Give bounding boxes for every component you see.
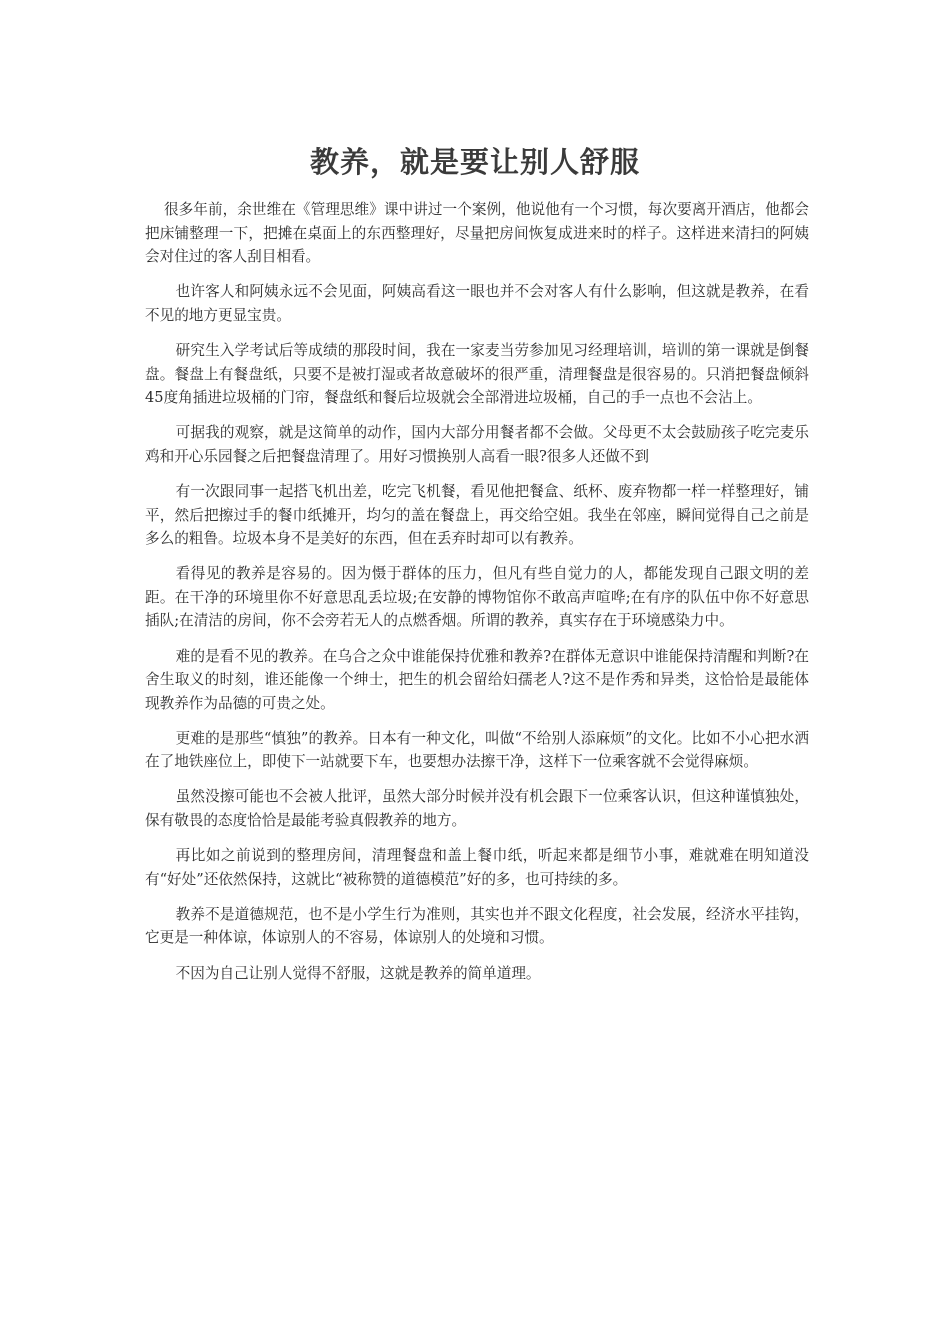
paragraph-10: 再比如之前说到的整理房间，清理餐盘和盖上餐巾纸，听起来都是细节小事，难就难在明知道没有“好处”还依然保持，这就比“被称赞的道德模范”好的多，也可持续的多。 xyxy=(145,847,809,888)
paragraph-3: 研究生入学考试后等成绩的那段时间，我在一家麦当劳参加见习经理培训，培训的第一课就是倒餐盘。餐盘上有餐盘纸，只要不是被打湿或者故意破坏的很严重，清理餐盘是很容易的。只消把餐盘倾斜45度角插进垃圾桶的门帘，餐盘纸和餐后垃圾就会全部滑进垃圾桶，自己的手一点也不会沾上。 xyxy=(145,341,809,407)
paragraph-7: 难的是看不见的教养。在乌合之众中谁能保持优雅和教养?在群体无意识中谁能保持清醒和判断?在舍生取义的时刻，谁还能像一个绅士，把生的机会留给妇孺老人?这不是作秀和异类，这恰恰是最能体现教养作为品德的可贵之处。 xyxy=(145,647,809,712)
paragraph-2: 也许客人和阿姨永远不会见面，阿姨高看这一眼也并不会对客人有什么影响，但这就是教养，在看不见的地方更显宝贵。 xyxy=(145,283,809,324)
paragraph-1: 很多年前，余世维在《管理思维》课中讲过一个案例，他说他有一个习惯，每次要离开酒店，他都会把床铺整理一下，把摊在桌面上的东西整理好，尽量把房间恢复成进来时的样子。这样进来清扫的阿姨会对住过的客人刮目相看。 xyxy=(145,201,809,266)
paragraph-4: 可据我的观察，就是这简单的动作，国内大部分用餐者都不会做。父母更不太会鼓励孩子吃完麦乐鸡和开心乐园餐之后把餐盘清理了。用好习惯换别人高看一眼?很多人还做不到 xyxy=(145,424,809,465)
document-title: 教养，就是要让别人舒服 xyxy=(309,145,640,179)
paragraph-8: 更难的是那些“慎独”的教养。日本有一种文化，叫做“不给别人添麻烦”的文化。比如不小心把水洒在了地铁座位上，即使下一站就要下车，也要想办法擦干净，这样下一位乘客就不会觉得麻烦。 xyxy=(145,729,809,771)
paragraph-12: 不因为自己让别人觉得不舒服，这就是教养的简单道理。 xyxy=(175,964,541,982)
paragraph-6: 看得见的教养是容易的。因为慑于群体的压力，但凡有些自觉力的人，都能发现自己跟文明的差距。在干净的环境里你不好意思乱丢垃圾;在安静的博物馆你不敢高声喧哗;在有序的队伍中你不好意思插队;在清洁的房间，你不会旁若无人的点燃香烟。所谓的教养，真实存在于环境感染力中。 xyxy=(145,565,809,630)
document-body xyxy=(145,198,809,997)
paragraph-11: 教养不是道德规范，也不是小学生行为准则，其实也并不跟文化程度，社会发展，经济水平挂钩，它更是一种体谅，体谅别人的不容易，体谅别人的处境和习惯。 xyxy=(145,905,809,947)
paragraph-5: 有一次跟同事一起搭飞机出差，吃完飞机餐，看见他把餐盒、纸杯、废弃物都一样一样整理好，铺平，然后把擦过手的餐巾纸摊开，均匀的盖在餐盘上，再交给空姐。我坐在邻座，瞬间觉得自己之前是多么的粗鲁。垃圾本身不是美好的东西，但在丢弃时却可以有教养。 xyxy=(145,482,809,548)
paragraph-9: 虽然没擦可能也不会被人批评，虽然大部分时候并没有机会跟下一位乘客认识，但这种谨慎独处，保有敬畏的态度恰恰是最能考验真假教养的地方。 xyxy=(145,788,809,830)
